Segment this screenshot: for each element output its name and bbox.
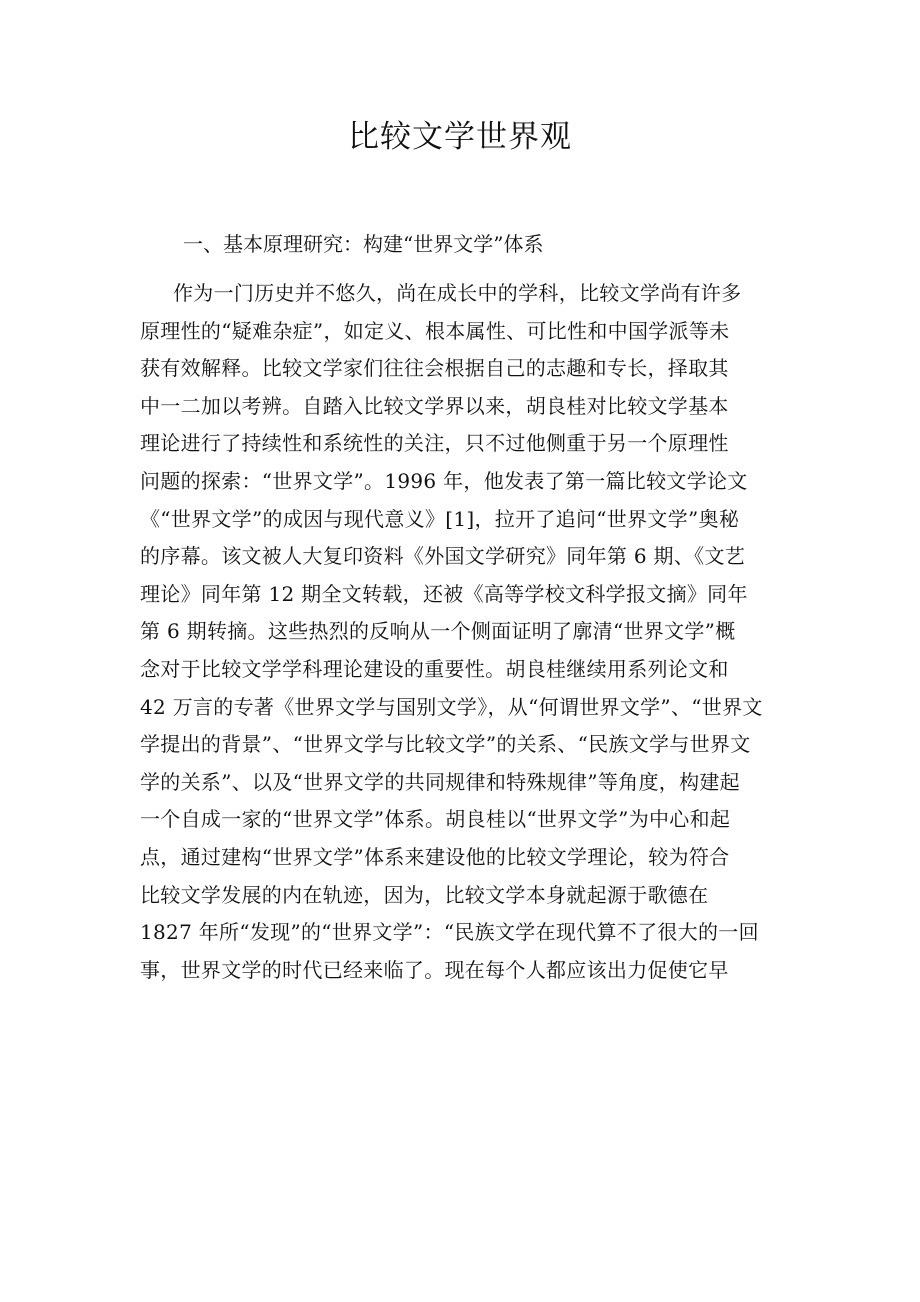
paragraph-line: 一个自成一家的“世界文学”体系。胡良桂以“世界文学”为中心和起: [140, 807, 731, 832]
paragraph-line: 学的关系”、以及“世界文学的共同规律和特殊规律”等角度，构建起: [140, 769, 740, 794]
document-title: 比较文学世界观: [348, 119, 572, 155]
paragraph-line: 《“世界文学”的成因与现代意义》[1]，拉开了追问“世界文学”奥秘: [140, 506, 740, 531]
paragraph-line: 获有效解释。比较文学家们往往会根据自己的志趣和专长，择取其: [140, 356, 729, 381]
paragraph-line: 点，通过建构“世界文学”体系来建设他的比较文学理论，较为符合: [140, 844, 730, 869]
paragraph-line: 原理性的“疑难杂症”，如定义、根本属性、可比性和中国学派等未: [140, 318, 730, 343]
paragraph-line: 事，世界文学的时代已经来临了。现在每个人都应该出力促使它早: [140, 957, 729, 982]
paragraph-line: 学提出的背景”、“世界文学与比较文学”的关系、“民族文学与世界文: [140, 732, 751, 757]
paragraph-line: 第 6 期转摘。这些热烈的反响从一个侧面证明了廓清“世界文学”概: [140, 619, 736, 644]
paragraph-line: 作为一门历史并不悠久，尚在成长中的学科，比较文学尚有许多: [173, 281, 742, 305]
paragraph-line: 念对于比较文学学科理论建设的重要性。胡良桂继续用系列论文和: [140, 656, 729, 681]
paragraph-line: 1827 年所“发现”的“世界文学”：“民族文学在现代算不了很大的一回: [140, 920, 759, 945]
paragraph-line: 42 万言的专著《世界文学与国别文学》，从“何谓世界文学”、“世界文: [140, 694, 763, 719]
paragraph-line: 理论》同年第 12 期全文转载，还被《高等学校文科学报文摘》同年: [140, 581, 748, 606]
paragraph-line: 比较文学发展的内在轨迹，因为，比较文学本身就起源于歌德在: [140, 882, 709, 907]
section-heading: 一、基本原理研究：构建“世界文学”体系: [183, 232, 544, 256]
paragraph-line: 理论进行了持续性和系统性的关注，只不过他侧重于另一个原理性: [140, 431, 729, 456]
paragraph-line: 中一二加以考辨。自踏入比较文学界以来，胡良桂对比较文学基本: [140, 393, 729, 418]
body-paragraph: [140, 275, 785, 989]
paragraph-line: 的序幕。该文被人大复印资料《外国文学研究》同年第 6 期、《文艺: [140, 544, 746, 569]
paragraph-line: 问题的探索：“世界文学”。1996 年，他发表了第一篇比较文学论文: [140, 468, 748, 493]
